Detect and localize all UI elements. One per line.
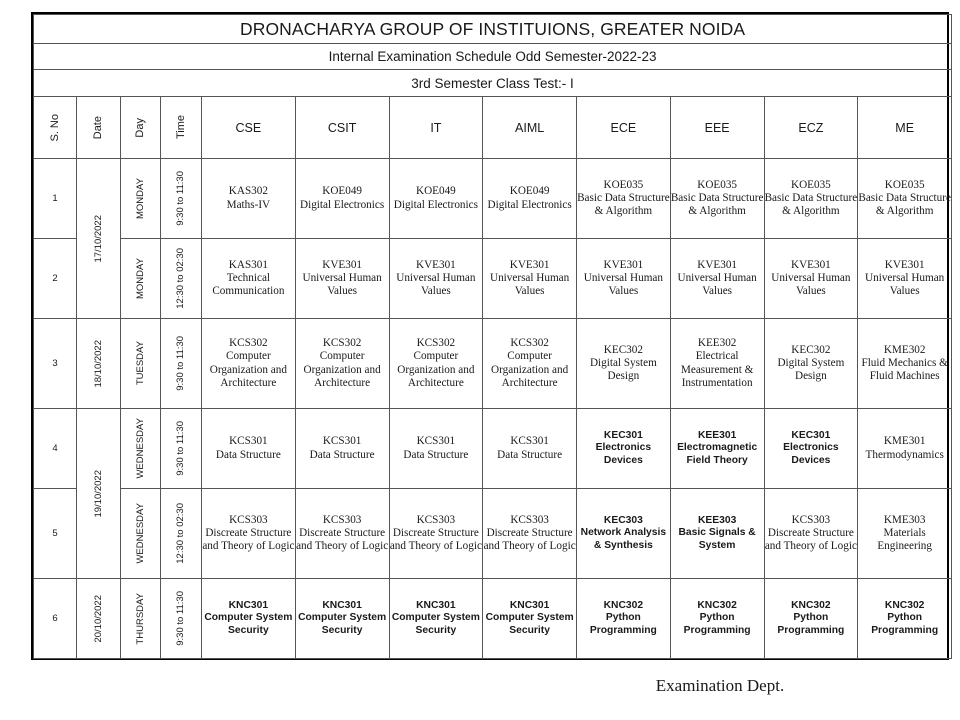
subject-name: Universal Human Values [396,271,476,298]
subject-name: Basic Data Structure & Algorithm [670,191,764,218]
cell-subject [202,579,296,659]
cell-date-label: 20/10/2022 [92,594,104,643]
subject-code: KEE303 [697,515,737,527]
subject-code: KOE035 [697,178,738,191]
cell-time-label: 9:30 to 11:30 [175,591,187,646]
cell-subject [483,409,577,489]
cell-subject [858,319,952,409]
cell-time [161,159,202,239]
cell-subject [577,409,671,489]
header-branch-eee: EEE [670,97,764,159]
cell-date [77,579,121,659]
cell-date-label: 18/10/2022 [92,339,104,388]
cell-date-label: 17/10/2022 [92,214,104,263]
subject-name: Discreate Structure and Theory of Logic [764,526,857,553]
cell-subject [483,159,577,239]
cell-day [121,319,161,409]
cell-subject [670,319,764,409]
header-branch-ece: ECE [577,97,671,159]
cell-serial-number: 5 [34,489,77,579]
cell-time [161,239,202,319]
subject-name: Network Analysis & Synthesis [580,527,667,551]
cell-subject [389,319,483,409]
cell-subject [764,159,858,239]
header-date-label: Date [92,115,104,140]
subject-name: Computer System Security [204,612,293,636]
cell-date [77,159,121,319]
cell-subject [577,579,671,659]
schedule-subtitle: Internal Examination Schedule Odd Semester-2022-23 [34,44,952,70]
cell-subject [858,579,952,659]
subject-name: Data Structure [309,448,375,461]
cell-serial-number: 3 [34,319,77,409]
cell-subject [670,159,764,239]
subject-code: KAS301 [228,258,268,271]
cell-subject [202,319,296,409]
subject-name: Universal Human Values [302,271,382,298]
title-sub2-row [34,70,952,97]
cell-day [121,409,161,489]
subject-name: Thermodynamics [865,448,944,461]
subject-name: Discreate Structure and Theory of Logic [202,526,295,553]
cell-subject [858,489,952,579]
subject-name: Python Programming [589,612,657,636]
subject-name: Digital Electronics [300,198,385,211]
cell-subject [764,319,858,409]
subject-name: Universal Human Values [583,271,663,298]
subject-name: Basic Signals & System [678,527,756,551]
subject-name: Universal Human Values [677,271,757,298]
cell-serial-number: 4 [34,409,77,489]
subject-code: KOE035 [603,178,644,191]
cell-subject [670,239,764,319]
cell-subject [483,239,577,319]
cell-subject [670,489,764,579]
cell-serial-number: 6 [34,579,77,659]
subject-name: Basic Data Structure & Algorithm [764,191,858,218]
subject-name: Technical Communication [212,271,285,298]
cell-day-label: THURSDAY [134,592,146,645]
header-sno [34,97,77,159]
subject-name: Basic Data Structure & Algorithm [577,191,670,218]
cell-subject [670,579,764,659]
cell-time-label: 9:30 to 11:30 [175,336,187,391]
cell-subject [389,239,483,319]
cell-subject [389,579,483,659]
subject-name: Digital System Design [589,356,657,383]
subject-code: KCS302 [510,337,549,350]
cell-day [121,579,161,659]
cell-subject [483,489,577,579]
subject-code: KCS302 [229,337,268,350]
subject-code: KNC302 [884,600,925,612]
subject-name: Computer System Security [485,612,574,636]
cell-subject [858,159,952,239]
subject-name: Maths-IV [226,198,271,211]
header-time-label: Time [174,115,187,140]
semester-test-subtitle: 3rd Semester Class Test:- I [34,70,952,97]
subject-name: Data Structure [497,448,563,461]
subject-name: Electromagnetic Field Theory [677,442,758,466]
subject-code: KCS302 [416,337,456,350]
subject-code: KNC301 [322,600,362,612]
header-branch-aiml: AIML [483,97,577,159]
cell-subject [483,319,577,409]
subject-name: Data Structure [215,448,281,461]
subject-code: KVE301 [415,258,456,271]
subject-code: KCS301 [322,435,362,448]
subject-code: KVE301 [322,258,363,271]
cell-subject [295,159,389,239]
subject-name: Digital Electronics [487,198,572,211]
subject-name: Universal Human Values [490,271,570,298]
cell-subject [295,239,389,319]
subject-code: KCS302 [322,337,362,350]
subject-name: Computer System Security [298,612,387,636]
schedule-row [34,319,952,409]
cell-time [161,489,202,579]
subject-name: Python Programming [683,612,751,636]
header-branch-it: IT [389,97,483,159]
cell-day-label: WEDNESDAY [134,418,146,479]
cell-subject [764,409,858,489]
cell-subject [202,239,296,319]
subject-code: KOE049 [509,185,550,198]
column-header-row [34,97,952,159]
header-time [161,97,202,159]
header-branch-csit: CSIT [295,97,389,159]
title-main-row [34,15,952,44]
subject-code: KOE035 [884,178,925,191]
cell-subject [202,489,296,579]
cell-subject [858,409,952,489]
subject-code: KCS301 [416,435,456,448]
subject-code: KCS303 [416,513,456,526]
subject-code: KCS301 [510,435,549,448]
subject-name: Electrical Measurement & Instrumentation [680,350,754,389]
cell-subject [295,319,389,409]
cell-date-label: 19/10/2022 [92,469,104,518]
subject-code: KOE049 [322,185,363,198]
title-sub-row [34,44,952,70]
subject-code: KME303 [883,513,926,526]
subject-code: KVE301 [697,258,738,271]
subject-name: Python Programming [777,612,845,636]
subject-code: KNC302 [791,600,831,612]
subject-code: KVE301 [509,258,550,271]
cell-day-label: MONDAY [134,178,146,219]
cell-subject [389,409,483,489]
schedule-row [34,159,952,239]
cell-serial-number: 2 [34,239,77,319]
cell-date [77,409,121,579]
cell-subject [483,579,577,659]
cell-time [161,579,202,659]
schedule-sheet [31,12,949,660]
subject-name: Discreate Structure and Theory of Logic [296,526,389,553]
cell-subject [577,239,671,319]
schedule-table-body [34,15,952,659]
cell-date [77,319,121,409]
subject-code: KOE035 [790,178,831,191]
cell-day [121,239,161,319]
cell-subject [764,489,858,579]
header-branch-me: ME [858,97,952,159]
subject-code: KNC302 [603,600,644,612]
subject-code: KCS303 [510,513,549,526]
subject-code: KVE301 [790,258,831,271]
cell-time-label: 9:30 to 11:30 [175,421,187,476]
subject-code: KAS302 [228,185,268,198]
cell-subject [670,409,764,489]
subject-code: KNC301 [228,600,269,612]
subject-code: KCS301 [229,435,268,448]
header-date [77,97,121,159]
cell-subject [764,239,858,319]
cell-day-label: MONDAY [134,258,146,299]
cell-day [121,159,161,239]
header-day [121,97,161,159]
subject-name: Computer Organization and Architecture [397,350,475,389]
subject-code: KNC301 [509,600,550,612]
subject-name: Universal Human Values [771,271,851,298]
cell-time [161,319,202,409]
cell-time-label: 9:30 to 11:30 [175,171,187,226]
subject-code: KVE301 [884,258,925,271]
schedule-table [33,14,952,659]
cell-day [121,489,161,579]
subject-name: Computer Organization and Architecture [491,350,569,389]
cell-day-label: WEDNESDAY [134,503,146,564]
cell-subject [577,489,671,579]
schedule-row [34,579,952,659]
subject-code: KEE302 [697,337,737,350]
cell-serial-number: 1 [34,159,77,239]
subject-code: KCS303 [322,513,362,526]
header-branch-cse: CSE [202,97,296,159]
cell-time-label: 12:30 to 02:30 [175,503,187,564]
cell-subject [577,159,671,239]
cell-subject [295,409,389,489]
cell-subject [858,239,952,319]
schedule-row [34,409,952,489]
footer [0,676,960,696]
subject-name: Electronics Devices [783,442,839,466]
institution-title: DRONACHARYA GROUP OF INSTITUIONS, GREATER NOIDA [34,15,952,44]
schedule-row [34,239,952,319]
subject-name: Materials Engineering [877,526,932,553]
cell-subject [577,319,671,409]
cell-time [161,409,202,489]
header-day-label: Day [134,117,146,138]
header-branch-ecz: ECZ [764,97,858,159]
subject-name: Discreate Structure and Theory of Logic [389,526,482,553]
subject-code: KEC303 [603,515,643,527]
cell-day-label: TUESDAY [134,341,146,386]
subject-code: KCS303 [791,513,831,526]
cell-subject [389,159,483,239]
subject-name: Digital System Design [777,356,845,383]
subject-name: Computer System Security [391,612,480,636]
cell-time-label: 12:30 to 02:30 [175,248,187,309]
cell-subject [202,409,296,489]
cell-subject [295,579,389,659]
cell-subject [202,159,296,239]
schedule-row [34,489,952,579]
subject-code: KCS303 [229,513,268,526]
subject-code: KEC301 [603,430,643,442]
subject-code: KME302 [883,343,926,356]
subject-name: Basic Data Structure & Algorithm [858,191,951,218]
subject-name: Computer Organization and Architecture [209,350,287,389]
header-sno-label: S. No [48,113,61,142]
subject-name: Computer Organization and Architecture [303,350,381,389]
subject-code: KEC302 [603,343,643,356]
subject-code: KEC301 [791,430,831,442]
subject-name: Digital Electronics [393,198,478,211]
signature-label: Examination Dept. [655,676,785,695]
subject-code: KVE301 [603,258,644,271]
subject-name: Electronics Devices [595,442,652,466]
subject-code: KOE049 [415,185,456,198]
subject-code: KEC302 [791,343,831,356]
cell-subject [295,489,389,579]
subject-name: Fluid Mechanics & Fluid Machines [861,356,948,383]
subject-name: Universal Human Values [865,271,945,298]
subject-name: Data Structure [403,448,469,461]
subject-name: Discreate Structure and Theory of Logic [483,526,576,553]
cell-subject [764,579,858,659]
subject-name: Python Programming [871,612,939,636]
cell-subject [389,489,483,579]
subject-code: KNC302 [697,600,737,612]
subject-code: KME301 [883,435,926,448]
subject-code: KNC301 [416,600,456,612]
subject-code: KEE301 [697,430,737,442]
